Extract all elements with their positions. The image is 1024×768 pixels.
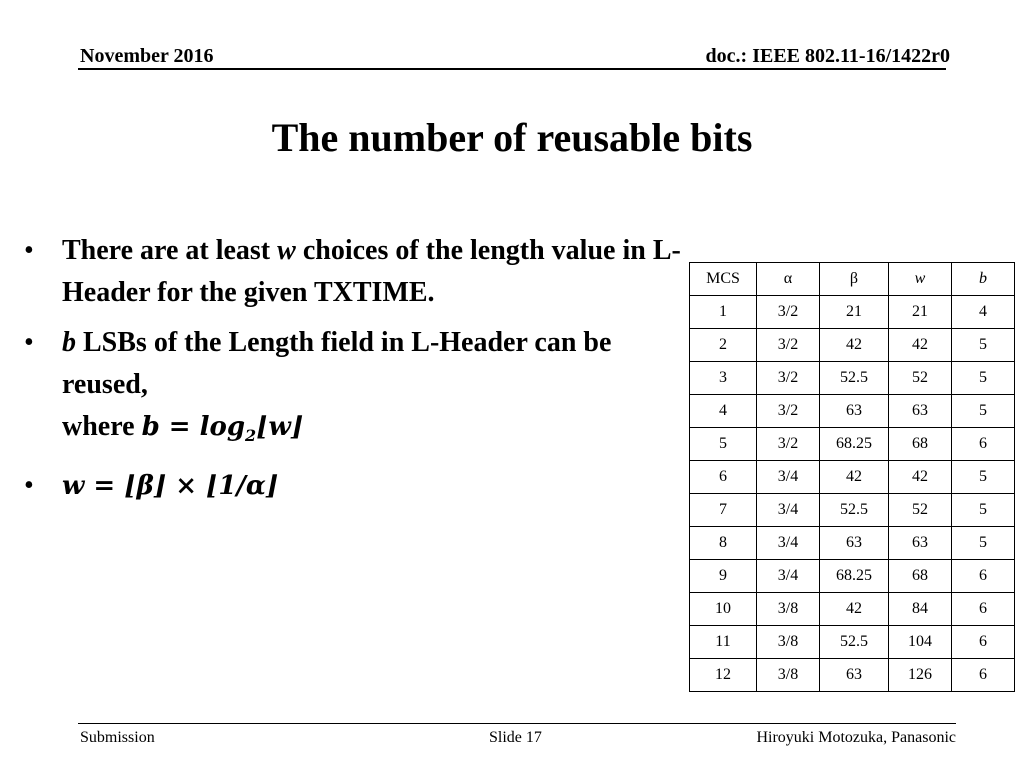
bullet-icon: •	[24, 327, 34, 358]
cell-beta: 52.5	[820, 362, 889, 395]
cell-b: 6	[952, 593, 1015, 626]
bullet-variable: w	[277, 235, 296, 266]
formula-w: w = ⌊β⌋ × ⌊1/α⌋	[62, 471, 279, 502]
table-row	[690, 461, 1015, 494]
cell-b: 4	[952, 296, 1015, 329]
cell-w: 42	[889, 329, 952, 362]
table-header-row	[690, 263, 1015, 296]
cell-mcs: 5	[690, 428, 757, 461]
bullet-list	[24, 230, 684, 515]
table-row	[690, 494, 1015, 527]
cell-w: 68	[889, 560, 952, 593]
cell-mcs: 7	[690, 494, 757, 527]
cell-mcs: 3	[690, 362, 757, 395]
cell-alpha: 3/8	[757, 626, 820, 659]
cell-alpha: 3/2	[757, 362, 820, 395]
cell-alpha: 3/2	[757, 395, 820, 428]
cell-b: 6	[952, 560, 1015, 593]
formula-part: b = log	[141, 412, 246, 442]
bullet-icon: •	[24, 470, 34, 502]
header-date: November 2016	[80, 45, 214, 67]
footer-divider	[78, 723, 956, 724]
cell-beta: 52.5	[820, 626, 889, 659]
cell-alpha: 3/2	[757, 329, 820, 362]
bullet-item-lsbs	[24, 322, 684, 457]
cell-w: 104	[889, 626, 952, 659]
bullet-text: LSBs of the Length field in L-Header can be reused,	[62, 327, 612, 400]
footer-author: Hiroyuki Motozuka, Panasonic	[756, 729, 956, 746]
table-row	[690, 659, 1015, 692]
cell-mcs: 11	[690, 626, 757, 659]
cell-alpha: 3/2	[757, 428, 820, 461]
bullet-text: There are at least	[62, 235, 278, 266]
bullet-variable: b	[62, 327, 76, 358]
cell-beta: 21	[820, 296, 889, 329]
cell-b: 5	[952, 461, 1015, 494]
mcs-table	[689, 262, 1015, 692]
cell-mcs: 4	[690, 395, 757, 428]
cell-mcs: 2	[690, 329, 757, 362]
formula-subscript: 2	[245, 426, 257, 446]
cell-b: 5	[952, 395, 1015, 428]
formula-part: ⌊w⌋	[256, 412, 304, 442]
slide-title: The number of reusable bits	[271, 115, 753, 160]
cell-w: 42	[889, 461, 952, 494]
cell-w: 52	[889, 494, 952, 527]
table-row	[690, 626, 1015, 659]
cell-beta: 52.5	[820, 494, 889, 527]
cell-w: 63	[889, 395, 952, 428]
cell-beta: 63	[820, 659, 889, 692]
cell-alpha: 3/4	[757, 527, 820, 560]
bullet-item-w-formula	[24, 465, 684, 507]
cell-beta: 42	[820, 329, 889, 362]
cell-beta: 68.25	[820, 428, 889, 461]
table-row	[690, 593, 1015, 626]
cell-b: 6	[952, 428, 1015, 461]
cell-mcs: 8	[690, 527, 757, 560]
bullet-item-choices	[24, 230, 684, 314]
cell-alpha: 3/4	[757, 494, 820, 527]
cell-w: 21	[889, 296, 952, 329]
table-body	[690, 296, 1015, 692]
column-header-beta: β	[820, 263, 889, 296]
table-row	[690, 329, 1015, 362]
table-row	[690, 527, 1015, 560]
cell-b: 6	[952, 659, 1015, 692]
column-header-mcs: MCS	[690, 263, 757, 296]
cell-alpha: 3/8	[757, 593, 820, 626]
cell-mcs: 12	[690, 659, 757, 692]
cell-b: 5	[952, 362, 1015, 395]
cell-mcs: 9	[690, 560, 757, 593]
bullet-text: where	[62, 411, 142, 442]
cell-mcs: 6	[690, 461, 757, 494]
cell-mcs: 1	[690, 296, 757, 329]
cell-w: 126	[889, 659, 952, 692]
cell-alpha: 3/4	[757, 560, 820, 593]
cell-w: 68	[889, 428, 952, 461]
table-row	[690, 428, 1015, 461]
cell-w: 63	[889, 527, 952, 560]
footer-slide-number: Slide 17	[489, 729, 542, 746]
formula-b	[141, 412, 304, 446]
column-header-alpha: α	[757, 263, 820, 296]
cell-b: 6	[952, 626, 1015, 659]
cell-alpha: 3/8	[757, 659, 820, 692]
header-doc-id: doc.: IEEE 802.11-16/1422r0	[705, 45, 950, 67]
bullet-text: choices of the length value in L-Header for the given TXTIME.	[62, 235, 681, 308]
bullet-icon: •	[24, 235, 34, 266]
cell-beta: 42	[820, 461, 889, 494]
cell-alpha: 3/2	[757, 296, 820, 329]
cell-mcs: 10	[690, 593, 757, 626]
cell-beta: 68.25	[820, 560, 889, 593]
cell-beta: 63	[820, 527, 889, 560]
cell-beta: 42	[820, 593, 889, 626]
cell-b: 5	[952, 329, 1015, 362]
column-header-b: b	[952, 263, 1015, 296]
table-row	[690, 560, 1015, 593]
cell-b: 5	[952, 494, 1015, 527]
column-header-w: w	[889, 263, 952, 296]
table-row	[690, 395, 1015, 428]
footer-submission: Submission	[80, 729, 155, 746]
cell-b: 5	[952, 527, 1015, 560]
cell-alpha: 3/4	[757, 461, 820, 494]
table-row	[690, 362, 1015, 395]
cell-w: 52	[889, 362, 952, 395]
cell-w: 84	[889, 593, 952, 626]
table-row	[690, 296, 1015, 329]
cell-beta: 63	[820, 395, 889, 428]
header-divider	[78, 68, 946, 70]
